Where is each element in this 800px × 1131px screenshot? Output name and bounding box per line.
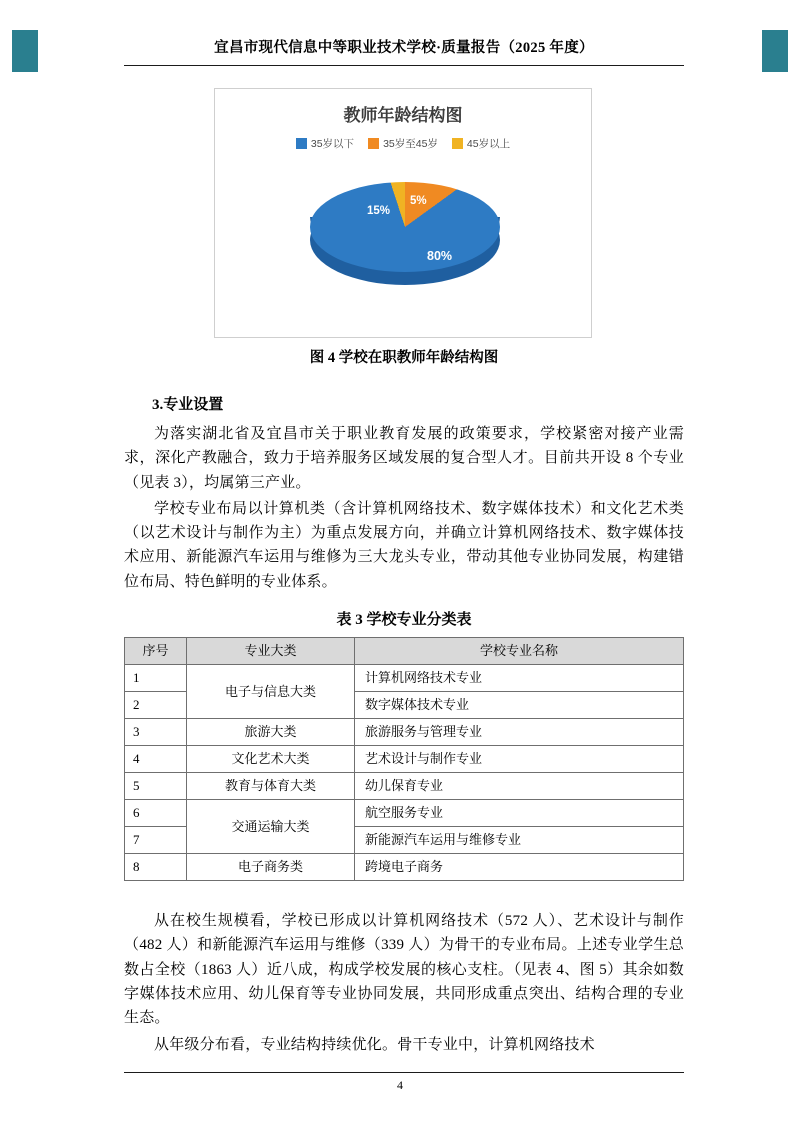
chart-title: 教师年龄结构图 bbox=[343, 106, 463, 125]
decorative-bar-left bbox=[12, 30, 38, 72]
legend-item-0 bbox=[296, 136, 354, 151]
pie-value-label-1: 15% bbox=[367, 205, 391, 217]
cell-category: 教育与体育大类 bbox=[187, 773, 355, 800]
cell-index: 6 bbox=[125, 800, 187, 827]
cell-major: 艺术设计与制作专业 bbox=[355, 746, 684, 773]
page-header-title: 宜昌市现代信息中等职业技术学校·质量报告（2025 年度） bbox=[214, 40, 594, 56]
pie-value-label-0: 80% bbox=[427, 249, 453, 263]
cell-index: 8 bbox=[125, 854, 187, 881]
page-number: 4 bbox=[397, 1078, 403, 1092]
pie-chart bbox=[214, 88, 592, 338]
cell-index: 5 bbox=[125, 773, 187, 800]
table-row bbox=[125, 719, 684, 746]
legend-label-0: 35岁以下 bbox=[310, 138, 355, 150]
table-row bbox=[125, 800, 684, 827]
table-row bbox=[125, 746, 684, 773]
table-3-caption: 表 3 学校专业分类表 bbox=[336, 612, 472, 629]
legend-swatch-2 bbox=[452, 138, 463, 149]
legend-swatch-1 bbox=[368, 138, 379, 149]
cell-major: 跨境电子商务 bbox=[355, 854, 684, 881]
cell-major: 航空服务专业 bbox=[355, 800, 684, 827]
legend-swatch-0 bbox=[296, 138, 307, 149]
cell-major: 新能源汽车运用与维修专业 bbox=[355, 827, 684, 854]
paragraph-4: 从年级分布看，专业结构持续优化。骨干专业中，计算机网络技术 bbox=[154, 1036, 595, 1053]
legend-item-1 bbox=[368, 136, 438, 151]
pie-graphic bbox=[215, 157, 591, 307]
legend-label-1: 35岁至45岁 bbox=[383, 138, 438, 150]
page-content bbox=[124, 36, 684, 1059]
table-row bbox=[125, 773, 684, 800]
column-header-category: 专业大类 bbox=[187, 638, 355, 665]
table-header-row bbox=[125, 638, 684, 665]
chart-legend bbox=[215, 136, 591, 151]
cell-major: 计算机网络技术专业 bbox=[355, 665, 684, 692]
figure-4-block bbox=[214, 88, 594, 338]
cell-index: 2 bbox=[125, 692, 187, 719]
legend-label-2: 45岁以上 bbox=[466, 138, 511, 150]
cell-major: 旅游服务与管理专业 bbox=[355, 719, 684, 746]
table-row bbox=[125, 854, 684, 881]
cell-index: 7 bbox=[125, 827, 187, 854]
cell-index: 3 bbox=[125, 719, 187, 746]
cell-category: 交通运输大类 bbox=[187, 800, 355, 854]
paragraph-3: 从在校生规模看，学校已形成以计算机网络技术（572 人）、艺术设计与制作（482 人）和新能源汽车运用与维修（339 人）为骨干的专业布局。上述专业学生总数占全校（1863 人）近八成，构成学校发展的核心支柱。（见表 4、图 5）其余如数字媒体技术应用、幼儿保育等专业协同发展，共同形成重点突出、结构合理的专业生态。 bbox=[124, 913, 684, 1027]
cell-category: 旅游大类 bbox=[187, 719, 355, 746]
paragraph-2: 学校专业布局以计算机类（含计算机网络技术、数字媒体技术）和文化艺术类（以艺术设计与制作为主）为重点发展方向，并确立计算机网络技术、数字媒体技术应用、新能源汽车运用与维修为三大龙头专业，带动其他专业协同发展，构建错位布局、特色鲜明的专业体系。 bbox=[124, 500, 684, 590]
paragraph-1: 为落实湖北省及宜昌市关于职业教育发展的政策要求，学校紧密对接产业需求，深化产教融合，致力于培养服务区域发展的复合型人才。目前共开设 8 个专业（见表 3），均属第三产业。 bbox=[124, 426, 684, 491]
cell-category: 电子与信息大类 bbox=[187, 665, 355, 719]
post-table-text bbox=[124, 909, 684, 1057]
header-divider bbox=[124, 65, 684, 66]
decorative-bar-right bbox=[762, 30, 788, 72]
section-heading-majors: 3.专业设置 bbox=[152, 397, 224, 413]
pie-top-face bbox=[310, 182, 500, 272]
cell-category: 电子商务类 bbox=[187, 854, 355, 881]
column-header-major: 学校专业名称 bbox=[355, 638, 684, 665]
cell-major: 幼儿保育专业 bbox=[355, 773, 684, 800]
pie-value-label-2: 5% bbox=[410, 195, 427, 207]
column-header-index: 序号 bbox=[125, 638, 187, 665]
table-row bbox=[125, 665, 684, 692]
figure-4-caption: 图 4 学校在职教师年龄结构图 bbox=[309, 350, 499, 366]
cell-index: 1 bbox=[125, 665, 187, 692]
legend-item-2 bbox=[452, 136, 510, 151]
footer-divider bbox=[124, 1072, 684, 1073]
cell-index: 4 bbox=[125, 746, 187, 773]
majors-table bbox=[124, 637, 684, 881]
cell-major: 数字媒体技术专业 bbox=[355, 692, 684, 719]
cell-category: 文化艺术大类 bbox=[187, 746, 355, 773]
